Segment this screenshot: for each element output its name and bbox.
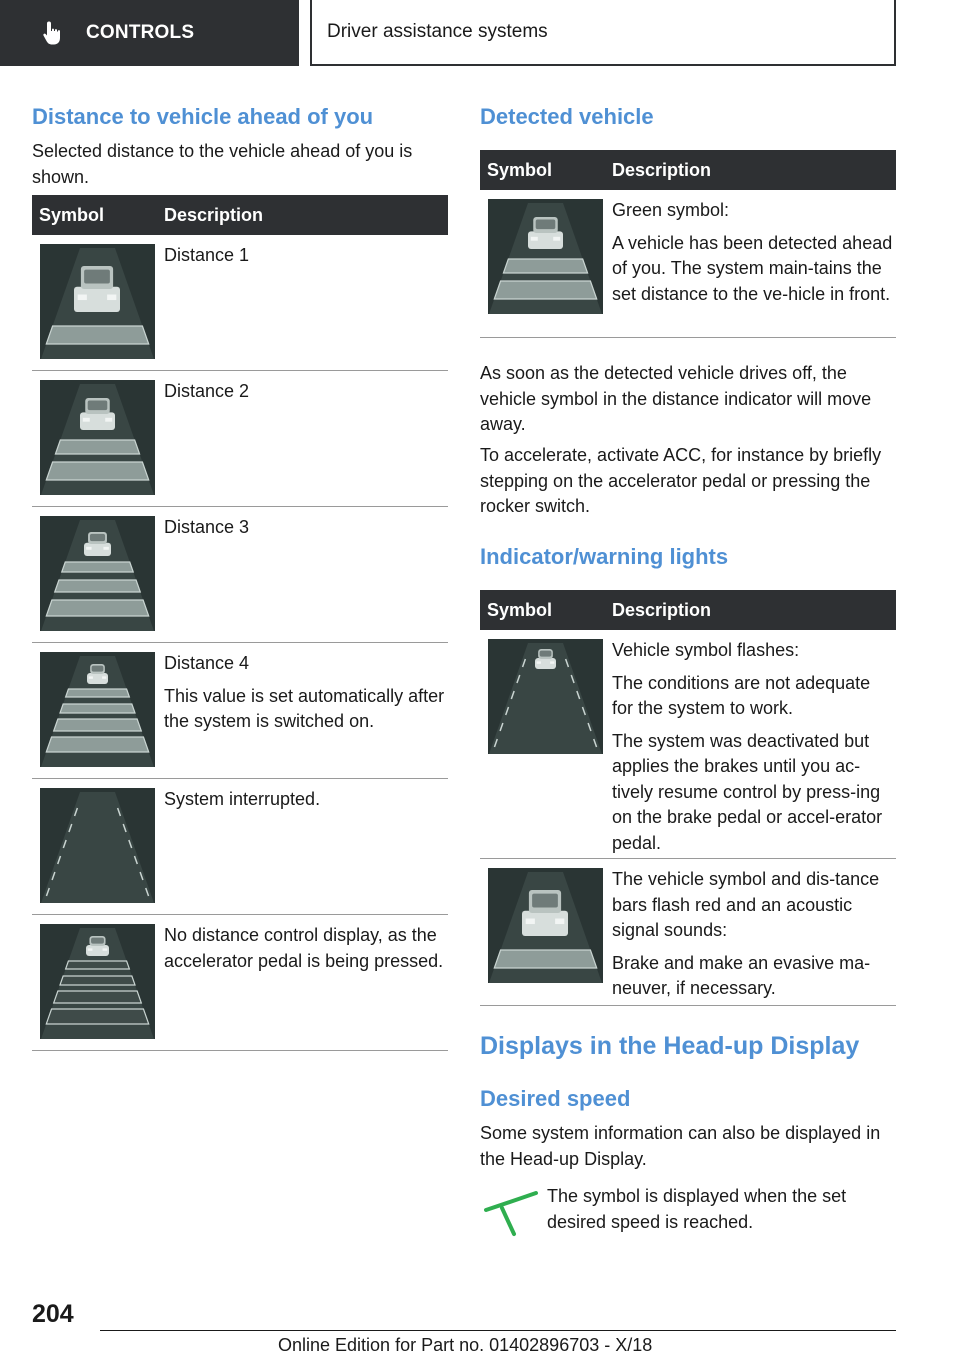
hand-pointer-icon: [42, 20, 64, 46]
desired-speed-heading: Desired speed: [480, 1086, 631, 1111]
row-line: Brake and make an evasive ma-neuver, if necessary.: [612, 952, 871, 998]
accelerate-paragraph: To accelerate, activate ACC, for instance by briefly stepping on the accelerator pedal or pressing the rocker switch.: [480, 445, 882, 516]
distance-table-header: [32, 195, 448, 235]
row-description: [164, 515, 448, 548]
row-line: Distance 2: [164, 381, 250, 401]
distance-intro: Selected distance to the vehicle ahead of you is shown.: [32, 141, 413, 187]
row-line: The conditions are not adequate for the system to work.: [612, 672, 871, 718]
speed-symbol-text: The symbol is displayed when the set desired speed is reached.: [547, 1186, 847, 1232]
row-description: [164, 787, 448, 820]
row-line: Vehicle symbol flashes:: [612, 640, 800, 660]
column-description: Description: [612, 599, 712, 620]
table-row: [32, 235, 448, 371]
row-line: Green symbol:: [612, 200, 730, 220]
column-description: Description: [612, 159, 712, 180]
indicator-heading: Indicator/warning lights: [480, 544, 729, 569]
row-line: No distance control display, as the accelerator pedal is being pressed.: [164, 925, 444, 971]
speed-reached-icon: [482, 1190, 544, 1240]
row-description: [164, 651, 448, 742]
row-line: The system was deactivated but applies the brakes until you ac-tively resume control by press-ing on the brake pedal or accel-erator pedal.: [612, 730, 883, 853]
header-title: Driver assistance systems: [327, 21, 548, 42]
detected-table: [480, 150, 896, 338]
column-symbol: Symbol: [487, 599, 553, 620]
table-row: [32, 371, 448, 507]
footer-divider: [100, 1330, 896, 1331]
system-interrupted-symbol-image: [40, 788, 155, 903]
row-line: The vehicle symbol and dis-tance bars flash red and an acoustic signal sounds:: [612, 869, 880, 940]
drive-off-paragraph: As soon as the detected vehicle drives off, the vehicle symbol in the distance indicator will move away.: [480, 363, 872, 434]
row-description: [164, 243, 448, 276]
detected-heading: Detected vehicle: [480, 104, 654, 129]
header-title-box: [310, 0, 896, 66]
header-section-tab: [0, 0, 299, 66]
row-line: System interrupted.: [164, 789, 321, 809]
indicator-table: [480, 590, 896, 1006]
detected-table-header: [480, 150, 896, 190]
column-symbol: Symbol: [487, 159, 553, 180]
row-line: Distance 1: [164, 245, 250, 265]
row-line: Distance 4: [164, 653, 250, 673]
column-symbol: Symbol: [39, 204, 105, 225]
desired-speed-intro: Some system information can also be displayed in the Head-up Display.: [480, 1123, 881, 1169]
page-number: 204: [32, 1300, 74, 1328]
row-line: A vehicle has been detected ahead of you. The system main-tains the set distance to the ve-hicle in front.: [612, 232, 893, 304]
table-row: [32, 779, 448, 915]
row-description: [612, 638, 896, 863]
distance-1-symbol-image: [40, 244, 155, 359]
table-row: [32, 643, 448, 779]
table-row: [32, 915, 448, 1051]
indicator-table-header: [480, 590, 896, 630]
footer-edition: Online Edition for Part no. 01402896703 - X/18: [278, 1335, 653, 1355]
row-line: Distance 3: [164, 517, 250, 537]
row-description: [164, 923, 448, 981]
table-row: [480, 630, 896, 859]
vehicle-flashing-symbol-image: [488, 639, 603, 754]
table-row: [480, 190, 896, 338]
distance-table: [32, 195, 448, 1051]
distance-2-symbol-image: [40, 380, 155, 495]
distance-heading: Distance to vehicle ahead of you: [32, 104, 374, 129]
distance-3-symbol-image: [40, 516, 155, 631]
row-line: This value is set automatically after the system is switched on.: [164, 685, 445, 731]
column-description: Description: [164, 204, 264, 225]
row-description: [612, 867, 896, 1009]
hud-heading: Displays in the Head-up Display: [480, 1032, 860, 1060]
table-row: [32, 507, 448, 643]
header-section-label: CONTROLS: [86, 22, 195, 43]
row-description: [164, 379, 448, 412]
table-row: [480, 859, 896, 1006]
detected-vehicle-symbol-image: [488, 199, 603, 314]
no-distance-control-symbol-image: [40, 924, 155, 1039]
row-description: [612, 198, 896, 314]
collision-warning-symbol-image: [488, 868, 603, 983]
distance-4-symbol-image: [40, 652, 155, 767]
